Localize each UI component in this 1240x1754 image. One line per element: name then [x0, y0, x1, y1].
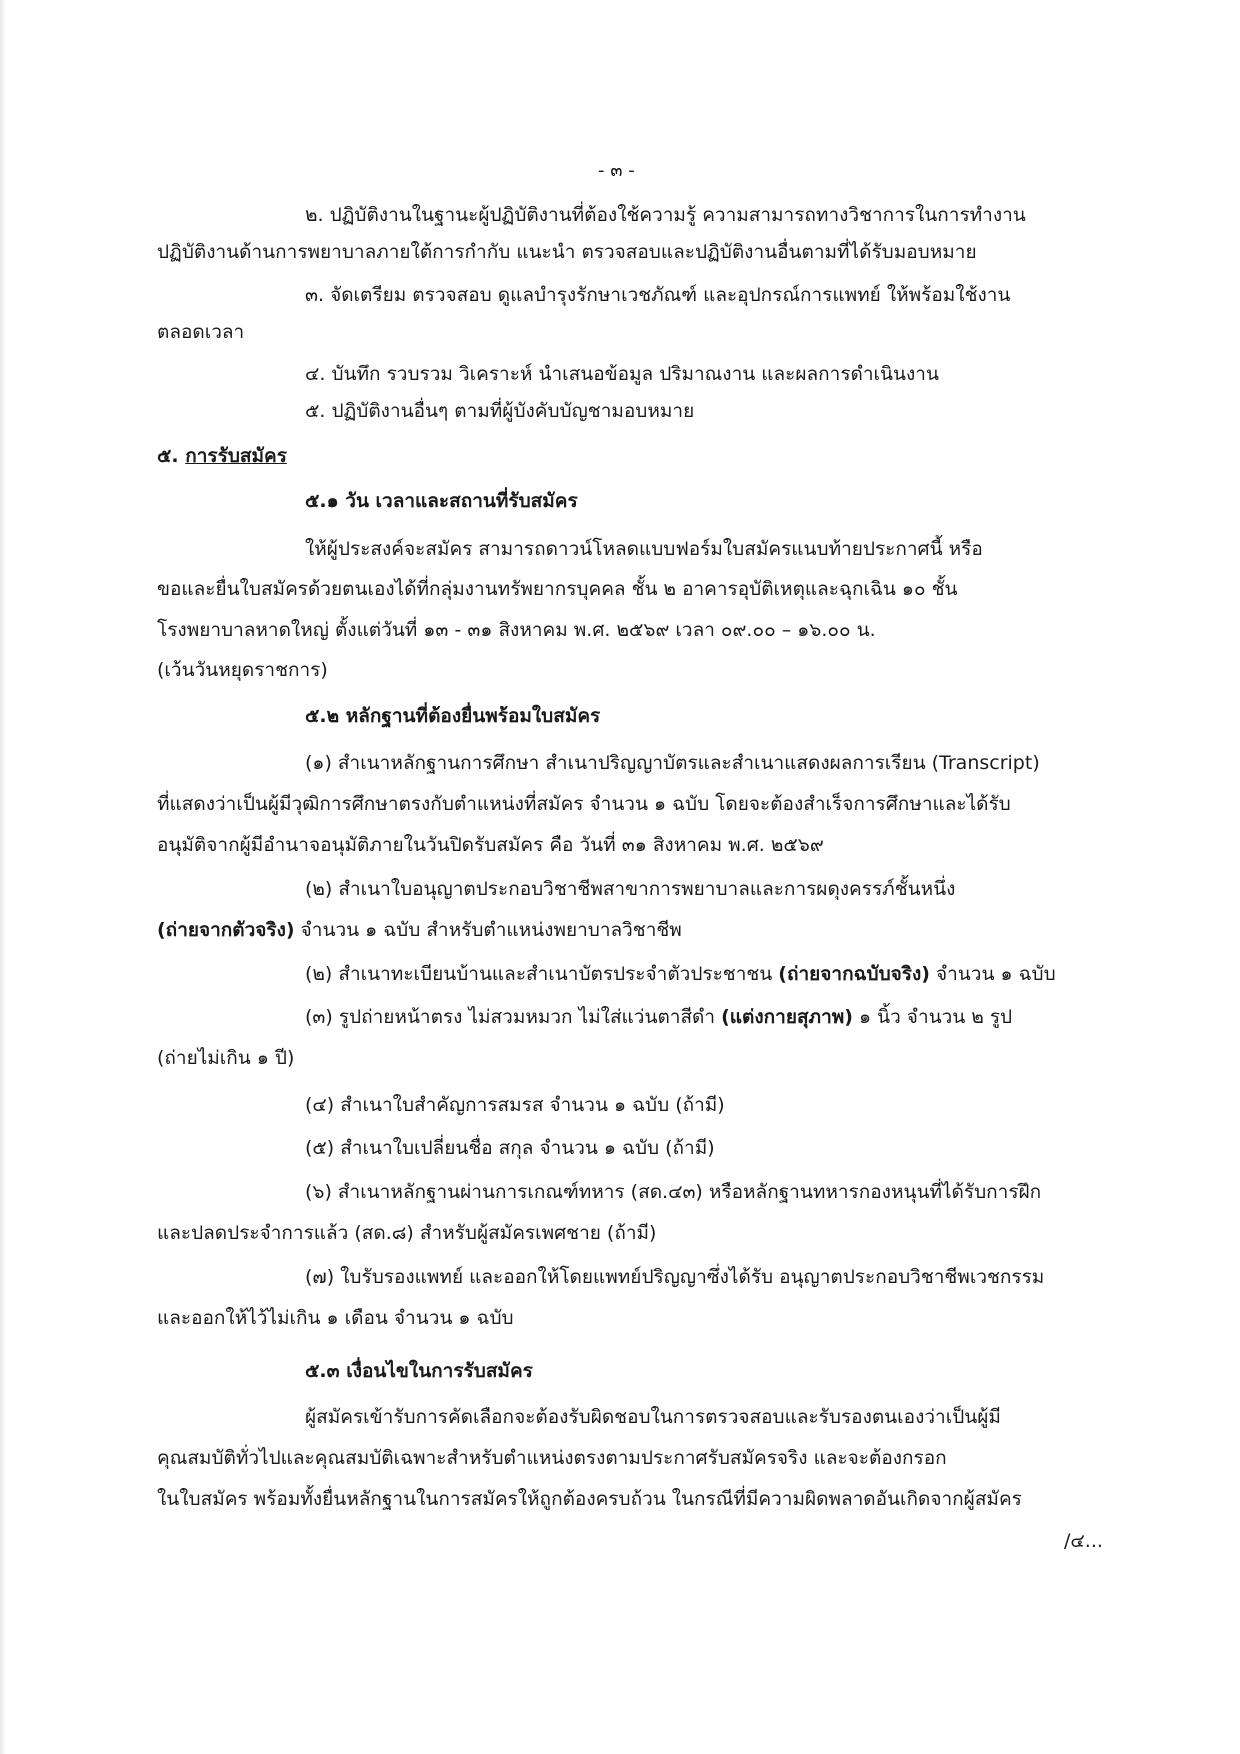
continuation-marker: /๔... — [1064, 1530, 1103, 1552]
section-5-2-item1-line: อนุมัติจากผู้มีอำนาจอนุมัติภายในวันปิดรับสมัคร คือ วันที่ ๓๑ สิงหาคม พ.ศ. ๒๕๖๙ — [157, 834, 824, 856]
section-5-1-line: ให้ผู้ประสงค์จะสมัคร สามารถดาวน์โหลดแบบฟอร์มใบสมัครแนบท้ายประกาศนี้ หรือ — [305, 538, 983, 560]
section-5-2-item4-line1 — [305, 1006, 1012, 1029]
section-5-2-item7-line: (๖) สำเนาหลักฐานผ่านการเกณฑ์ทหาร (สด.๔๓) หรือหลักฐานทหารกองหนุนที่ได้รับการฝึก — [305, 1181, 1042, 1203]
duty-item-5: ๕. ปฏิบัติงานอื่นๆ ตามที่ผู้บังคับบัญชามอบหมาย — [305, 400, 695, 422]
dress-note: (แต่งกายสุภาพ) — [721, 1006, 853, 1028]
section-5-2-item2-line1: (๒) สำเนาใบอนุญาตประกอบวิชาชีพสาขาการพยาบาลและการผดุงครรภ์ชั้นหนึ่ง — [305, 878, 956, 900]
duty-item-2-line2: ปฏิบัติงานด้านการพยาบาลภายใต้การกำกับ แนะนำ ตรวจสอบและปฏิบัติงานอื่นตามที่ได้รับมอบหมาย — [157, 241, 977, 263]
section-5-2-item6: (๕) สำเนาใบเปลี่ยนชื่อ สกุล จำนวน ๑ ฉบับ (ถ้ามี) — [305, 1137, 715, 1159]
section-5-1-line: (เว้นวันหยุดราชการ) — [157, 659, 328, 681]
section-5-2-item3-pre: (๒) สำเนาทะเบียนบ้านและสำเนาบัตรประจำตัวประชาชน — [305, 963, 779, 985]
section-5-1-line: โรงพยาบาลหาดใหญ่ ตั้งแต่วันที่ ๑๓ - ๓๑ สิงหาคม พ.ศ. ๒๕๖๙ เวลา ๐๙.๐๐ – ๑๖.๐๐ น. — [157, 619, 876, 641]
section-5-heading — [157, 445, 287, 468]
section-5-2-item3-post: จำนวน ๑ ฉบับ — [929, 963, 1056, 985]
section-5-2-item5: (๔) สำเนาใบสำคัญการสมรส จำนวน ๑ ฉบับ (ถ้ามี) — [305, 1094, 725, 1116]
duty-item-2-line1: ๒. ปฏิบัติงานในฐานะผู้ปฏิบัติงานที่ต้องใช้ความรู้ ความสามารถทางวิชาการในการทำงาน — [305, 204, 1026, 226]
photocopy-note: (ถ่ายจากฉบับจริง) — [778, 963, 930, 985]
section-5-2-item8-line: (๗) ใบรับรองแพทย์ และออกให้โดยแพทย์ปริญญาซึ่งได้รับ อนุญาตประกอบวิชาชีพเวชกรรม — [305, 1266, 1045, 1288]
section-5-2-heading: ๕.๒ หลักฐานที่ต้องยื่นพร้อมใบสมัคร — [305, 705, 601, 727]
section-5-number: ๕. — [157, 445, 179, 467]
section-5-2-item2-line2 — [157, 919, 682, 942]
photocopy-note: (ถ่ายจากตัวจริง) — [157, 919, 295, 941]
section-5-3-heading: ๕.๓ เงื่อนไขในการรับสมัคร — [305, 1360, 533, 1382]
section-5-2-item4-pre: (๓) รูปถ่ายหน้าตรง ไม่สวมหมวก ไม่ใส่แว่นตาสีดำ — [305, 1006, 722, 1028]
section-5-3-line: ผู้สมัครเข้ารับการคัดเลือกจะต้องรับผิดชอบในการตรวจสอบและรับรองตนเองว่าเป็นผู้มี — [305, 1406, 1001, 1428]
section-5-2-item4-post: ๑ นิ้ว จำนวน ๒ รูป — [852, 1006, 1013, 1028]
section-5-2-item7-line: และปลดประจำการแล้ว (สด.๘) สำหรับผู้สมัครเพศชาย (ถ้ามี) — [157, 1222, 657, 1244]
duty-item-3-line2: ตลอดเวลา — [157, 321, 245, 343]
section-5-2-item3 — [305, 963, 1056, 986]
section-5-2-item8-line: และออกให้ไว้ไม่เกิน ๑ เดือน จำนวน ๑ ฉบับ — [157, 1307, 514, 1329]
section-5-3-line: ในใบสมัคร พร้อมทั้งยื่นหลักฐานในการสมัครให้ถูกต้องครบถ้วน ในกรณีที่มีความผิดพลาดอันเกิดจากผู้สมัคร — [157, 1488, 1022, 1510]
section-5-2-item4-line2: (ถ่ายไม่เกิน ๑ ปี) — [157, 1047, 295, 1069]
section-5-title: การรับสมัคร — [185, 445, 287, 467]
section-5-3-line: คุณสมบัติทั่วไปและคุณสมบัติเฉพาะสำหรับตำแหน่งตรงตามประกาศรับสมัครจริง และจะต้องกรอก — [157, 1447, 947, 1469]
section-5-1-heading: ๕.๑ วัน เวลาและสถานที่รับสมัคร — [305, 490, 578, 512]
section-5-2-item1-line: ที่แสดงว่าเป็นผู้มีวุฒิการศึกษาตรงกับตำแหน่งที่สมัคร จำนวน ๑ ฉบับ โดยจะต้องสำเร็จการศึกษาและได้รับ — [157, 793, 1011, 815]
scan-shadow-edge — [0, 0, 6, 1754]
page-number: - ๓ - — [598, 160, 635, 181]
duty-item-4: ๔. บันทึก รวบรวม วิเคราะห์ นำเสนอข้อมูล ปริมาณงาน และผลการดำเนินงาน — [305, 363, 939, 385]
section-5-2-item2-rest: จำนวน ๑ ฉบับ สำหรับตำแหน่งพยาบาลวิชาชีพ — [294, 919, 682, 941]
section-5-1-line: ขอและยื่นใบสมัครด้วยตนเองได้ที่กลุ่มงานทรัพยากรบุคคล ชั้น ๒ อาคารอุบัติเหตุและฉุกเฉิน ๑๐ ชั้น — [157, 578, 958, 600]
section-5-2-item1-line: (๑) สำเนาหลักฐานการศึกษา สำเนาปริญญาบัตรและสำเนาแสดงผลการเรียน (Transcript) — [305, 752, 1040, 774]
duty-item-3-line1: ๓. จัดเตรียม ตรวจสอบ ดูแลบำรุงรักษาเวชภัณฑ์ และอุปกรณ์การแพทย์ ให้พร้อมใช้งาน — [305, 284, 1011, 306]
